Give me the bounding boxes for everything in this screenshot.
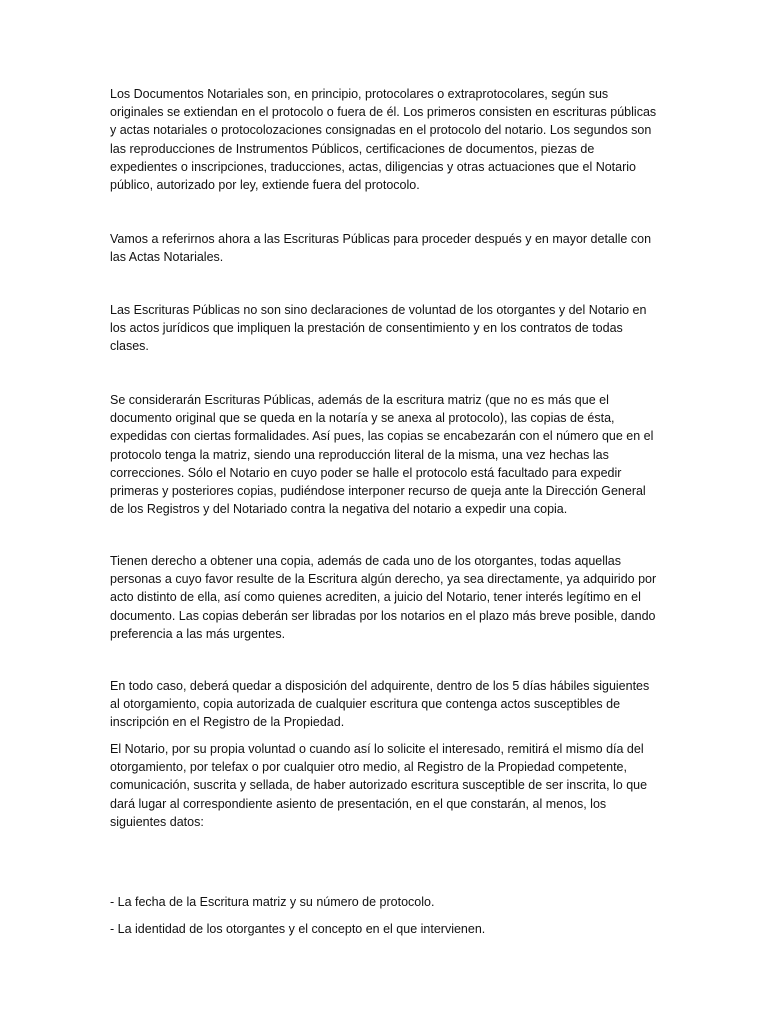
list-item-fecha-escritura: - La fecha de la Escritura matriz y su número de protocolo. [110,895,435,909]
paragraph-derecho-copia: Tienen derecho a obtener una copia, además de cada uno de los otorgantes, todas aquellas personas a cuyo favor resulte de la Escritura algún derecho, ya sea directamente, ya adquirido por acto distinto de ella, así como quienes acrediten, a juicio del Notario, tener interés legítimo en el documento. Las copias deberán ser libradas por los notarios en el plazo más breve posible, dando preferencia a las más urgentes. [110,554,657,641]
paragraph-comunicacion-registro: El Notario, por su propia voluntad o cuando así lo solicite el interesado, remitirá el mismo día del otorgamiento, por telefax o por cualquier otro medio, al Registro de la Propiedad competente, comunicación, suscrita y sellada, de haber autorizado escritura susceptible de ser inscrita, lo que dará lugar al correspondiente asiento de presentación, en el que constarán, al menos, los siguientes datos: [110,742,648,829]
list-item-identidad-otorgantes: - La identidad de los otorgantes y el concepto en el que intervienen. [110,922,486,936]
paragraph-disposicion-adquirente: En todo caso, deberá quedar a disposición del adquirente, dentro de los 5 días hábiles siguientes al otorgamiento, copia autorizada de cualquier escritura que contenga actos susceptibles de inscripción en el Registro de la Propiedad. [110,679,650,730]
paragraph-escrituras-publicas-intro: Vamos a referirnos ahora a las Escrituras Públicas para proceder después y en mayor detalle con las Actas Notariales. [110,232,652,265]
paragraph-escrituras-publicas-definition: Las Escrituras Públicas no son sino declaraciones de voluntad de los otorgantes y del Notario en los actos jurídicos que impliquen la prestación de consentimiento y en los contratos de todas clases. [110,303,647,354]
paragraph-escrituras-publicas-copias: Se considerarán Escrituras Públicas, además de la escritura matriz (que no es más que el documento original que se queda en la notaría y se anexa al protocolo), las copias de ésta, expedidas con ciertas formalidades. Así pues, las copias se encabezarán con el número que en el protocolo tenga la matriz, siendo una reproducción literal de la misma, una vez hechas las correcciones. Sólo el Notario en cuyo poder se halle el protocolo está facultado para expedir primeras y posteriores copias, pudiéndose interponer recurso de queja ante la Dirección General de los Registros y del Notariado contra la negativa del notario a expedir una copia. [110,393,654,517]
paragraph-documentos-notariales: Los Documentos Notariales son, en principio, protocolares o extraprotocolares, según sus originales se extiendan en el protocolo o fuera de él. Los primeros consisten en escrituras públicas y actas notariales o protocolozaciones consignadas en el protocolo del notario. Los segundos son las reproducciones de Instrumentos Públicos, certificaciones de documentos, piezas de expedientes o inscripciones, traducciones, actas, diligencias y otras actuaciones que el Notario público, autorizado por ley, extiende fuera del protocolo. [110,87,657,193]
